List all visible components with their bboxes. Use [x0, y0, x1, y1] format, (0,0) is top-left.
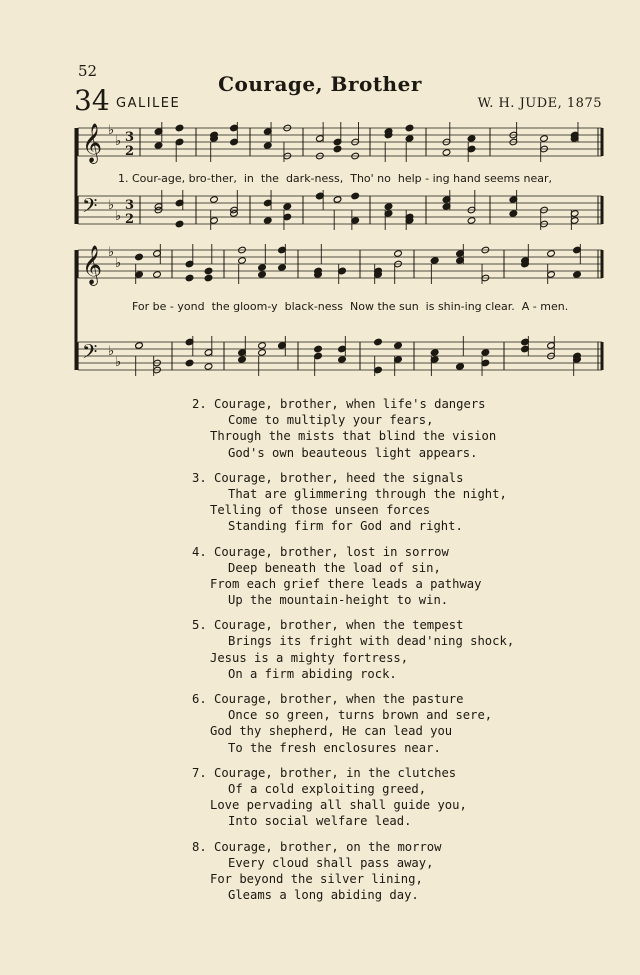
- verse-line: Come to multiply your fears,: [228, 413, 434, 428]
- hymn-number: 34: [74, 84, 110, 117]
- note-head: [258, 271, 267, 279]
- verse-line: Up the mountain-height to win.: [228, 593, 449, 608]
- bass-clef-icon: 𝄢: [82, 194, 98, 222]
- treble-clef-icon: 𝄞: [82, 123, 103, 163]
- tune-name: GALILEE: [116, 96, 181, 111]
- verse-line: God's own beauteous light appears.: [228, 445, 478, 460]
- note-head: [456, 363, 465, 371]
- note-head: [258, 264, 267, 272]
- note-head: [204, 267, 213, 275]
- note-head: [405, 135, 414, 143]
- note-head: [351, 192, 360, 200]
- verse-line: Every cloud shall pass away,: [228, 855, 434, 870]
- verse: [190, 839, 520, 904]
- note-head: [333, 196, 342, 204]
- note-head: [185, 274, 194, 282]
- note-head: [430, 349, 439, 357]
- note-head: [135, 253, 144, 261]
- verse-line: Through the mists that blind the vision: [210, 429, 497, 444]
- verse-line: Of a cold exploiting greed,: [228, 781, 427, 796]
- note-head: [394, 342, 403, 350]
- note-head: [405, 124, 414, 132]
- note-head: [175, 124, 184, 132]
- note-head: [258, 349, 267, 357]
- flat-icon: ♭: [108, 123, 115, 138]
- flat-icon: ♭: [108, 344, 115, 359]
- verse: [190, 691, 520, 756]
- hymn-title: Courage, Brother: [218, 72, 422, 96]
- verse-line: To the fresh enclosures near.: [228, 740, 441, 755]
- verse: [190, 617, 520, 682]
- composer: W. H. JUDE, 1875: [477, 96, 602, 111]
- flat-icon: ♭: [108, 245, 115, 260]
- verse-line: Deep beneath the load of sin,: [228, 560, 441, 575]
- flat-icon: ♭: [115, 209, 122, 224]
- verse-line: 2. Courage, brother, when life's dangers: [192, 397, 486, 411]
- verse: [190, 544, 520, 609]
- verse-line: That are glimmering through the night,: [228, 486, 507, 501]
- lyrics-system-1: 1. Cour-age, bro-ther, in the dark-ness, Tho' no help - ing hand seems near,: [118, 172, 552, 185]
- verse-line: 3. Courage, brother, heed the signals: [192, 470, 464, 485]
- verse-line: Love pervading all shall guide you,: [210, 798, 467, 813]
- time-signature-top: 3: [125, 198, 135, 213]
- verse-line: For beyond the silver lining,: [210, 871, 423, 886]
- note-head: [481, 349, 490, 357]
- verse-line: Once so green, turns brown and sere,: [228, 708, 493, 723]
- note-head: [314, 345, 323, 353]
- note-head: [135, 342, 144, 350]
- verse-line: Brings its fright with dead'ning shock,: [228, 634, 515, 649]
- verse-line: Telling of those unseen forces: [210, 503, 431, 518]
- verse-line: Jesus is a mighty fortress,: [210, 650, 409, 665]
- note-head: [154, 142, 163, 150]
- verse-line: 7. Courage, brother, in the clutches: [192, 765, 457, 780]
- page-number: 52: [78, 62, 98, 80]
- verse-line: On a firm abiding rock.: [228, 666, 397, 681]
- note-head: [263, 217, 272, 225]
- note-head: [394, 250, 403, 258]
- note-head: [263, 142, 272, 150]
- note-head: [258, 342, 267, 350]
- lyrics-system-2: For be - yond the gloom-y black-ness Now the sun is shin-ing clear. A - men.: [132, 300, 569, 313]
- verse-line: 5. Courage, brother, when the tempest: [192, 618, 464, 633]
- verse-line: 6. Courage, brother, when the pasture: [192, 692, 464, 706]
- note-head: [153, 271, 162, 279]
- note-head: [204, 363, 213, 371]
- treble-clef-icon: 𝄞: [82, 245, 103, 285]
- verse-line: Into social welfare lead.: [228, 814, 412, 829]
- note-head: [509, 210, 518, 218]
- flat-icon: ♭: [115, 355, 122, 370]
- verse-line: Standing firm for God and right.: [228, 519, 463, 534]
- note-head: [540, 135, 549, 143]
- flat-icon: ♭: [115, 134, 122, 149]
- note-head: [467, 135, 476, 143]
- flat-icon: ♭: [108, 198, 115, 213]
- note-head: [185, 359, 194, 367]
- verse-line: 8. Courage, brother, on the morrow: [192, 839, 442, 854]
- time-signature-top: 3: [125, 130, 135, 145]
- verse-line: 4. Courage, brother, lost in sorrow: [192, 544, 449, 559]
- verse: [190, 396, 520, 461]
- note-head: [238, 257, 247, 265]
- note-head: [442, 149, 451, 157]
- note-head: [283, 203, 292, 211]
- note-head: [338, 356, 347, 364]
- note-head: [547, 250, 556, 258]
- verse-line: Gleams a long abiding day.: [228, 888, 419, 903]
- bass-clef-icon: 𝄢: [82, 340, 98, 368]
- note-head: [333, 145, 342, 153]
- note-head: [430, 257, 439, 265]
- note-head: [573, 271, 582, 279]
- verse-line: God thy shepherd, He can lead you: [210, 724, 453, 739]
- note-head: [374, 338, 383, 346]
- time-signature-bottom: 2: [125, 144, 135, 159]
- note-head: [238, 356, 247, 364]
- note-head: [467, 217, 476, 225]
- verse: [190, 765, 520, 830]
- verses: [190, 396, 520, 912]
- verse: [190, 470, 520, 535]
- note-head: [175, 220, 184, 228]
- note-head: [204, 274, 213, 282]
- time-signature-bottom: 2: [125, 212, 135, 227]
- note-head: [278, 264, 287, 272]
- flat-icon: ♭: [115, 256, 122, 271]
- note-head: [210, 196, 219, 204]
- note-head: [384, 203, 393, 211]
- verse-line: From each grief there leads a pathway: [210, 576, 482, 591]
